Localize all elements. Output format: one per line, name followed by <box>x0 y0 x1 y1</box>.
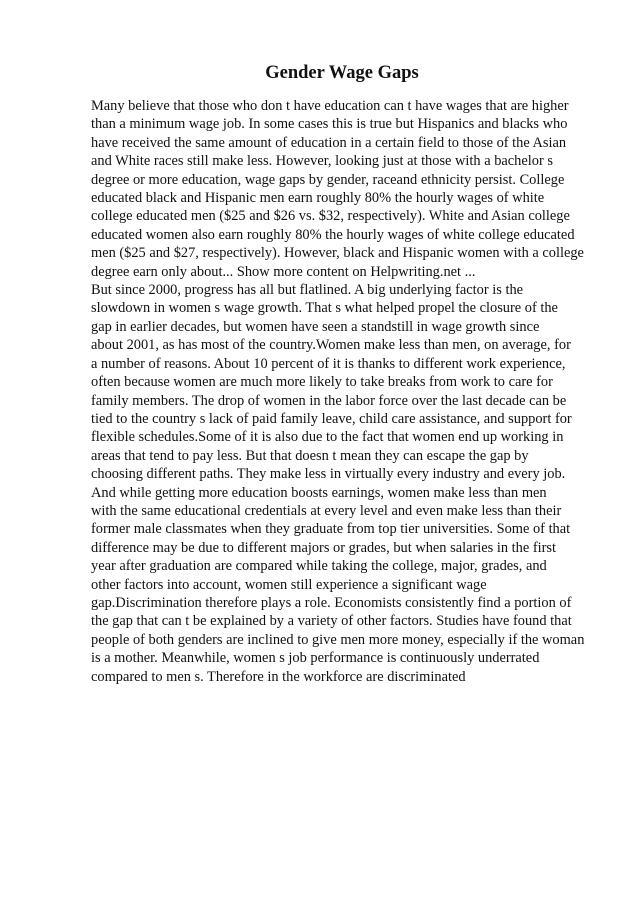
body-line: a number of reasons. About 10 percent of it is thanks to different work experience, <box>91 355 566 372</box>
body-line: educated women also earn roughly 80% the hourly wages of white college educated <box>91 226 575 243</box>
body-line: have received the same amount of education in a certain field to those of the Asian <box>91 134 567 151</box>
body-line: family members. The drop of women in the labor force over the last decade can be <box>91 392 567 409</box>
body-line: But since 2000, progress has all but flatlined. A big underlying factor is the <box>91 282 524 299</box>
body-line: people of both genders are inclined to give men more money, especially if the woman <box>91 631 585 648</box>
body-line: tied to the country s lack of paid family leave, child care assistance, and support for <box>91 410 572 427</box>
body-line: choosing different paths. They make less in virtually every industry and every job. <box>91 466 566 483</box>
body-line: degree earn only about... Show more content on Helpwriting.net ... <box>91 263 476 280</box>
body-line: is a mother. Meanwhile, women s job performance is continuously underrated <box>91 650 540 667</box>
body-line: gap.Discrimination therefore plays a role. Economists consistently find a portion of <box>91 594 572 611</box>
body-line: about 2001, as has most of the country.Women make less than men, on average, for <box>91 337 571 354</box>
body-line: former male classmates when they graduate from top tier universities. Some of that <box>91 521 571 538</box>
body-line: Many believe that those who don t have education can t have wages that are higher <box>91 98 569 114</box>
body-line: with the same educational credentials at every level and even make less than their <box>91 502 562 519</box>
body-line: areas that tend to pay less. But that doesn t mean they can escape the gap by <box>91 447 529 464</box>
document-body <box>91 97 611 686</box>
body-line: flexible schedules.Some of it is also due to the fact that women end up working in <box>91 429 564 446</box>
body-line: And while getting more education boosts earnings, women make less than men <box>91 484 547 501</box>
body-line: degree or more education, wage gaps by gender, raceand ethnicity persist. College <box>91 171 565 188</box>
document-title: Gender Wage Gaps <box>265 63 419 83</box>
body-line: other factors into account, women still experience a significant wage <box>91 576 487 593</box>
body-line: gap in earlier decades, but women have seen a standstill in wage growth since <box>91 318 540 335</box>
body-line: educated black and Hispanic men earn roughly 80% the hourly wages of white <box>91 190 545 207</box>
body-line: men ($25 and $27, respectively). However, black and Hispanic women with a college <box>91 245 584 262</box>
body-line: often because women are much more likely to take breaks from work to care for <box>91 374 553 391</box>
body-line: compared to men s. Therefore in the workforce are discriminated <box>91 668 466 685</box>
body-line: slowdown in women s wage growth. That s what helped propel the closure of the <box>91 300 558 317</box>
body-line: and White races still make less. However, looking just at those with a bachelor s <box>91 153 553 170</box>
body-line: than a minimum wage job. In some cases this is true but Hispanics and blacks who <box>91 116 568 133</box>
body-line: year after graduation are compared while taking the college, major, grades, and <box>91 558 547 575</box>
body-line: difference may be due to different majors or grades, but when salaries in the first <box>91 539 557 556</box>
body-line: the gap that can t be explained by a variety of other factors. Studies have found that <box>91 613 572 630</box>
body-line: college educated men ($25 and $26 vs. $32, respectively). White and Asian college <box>91 208 570 225</box>
